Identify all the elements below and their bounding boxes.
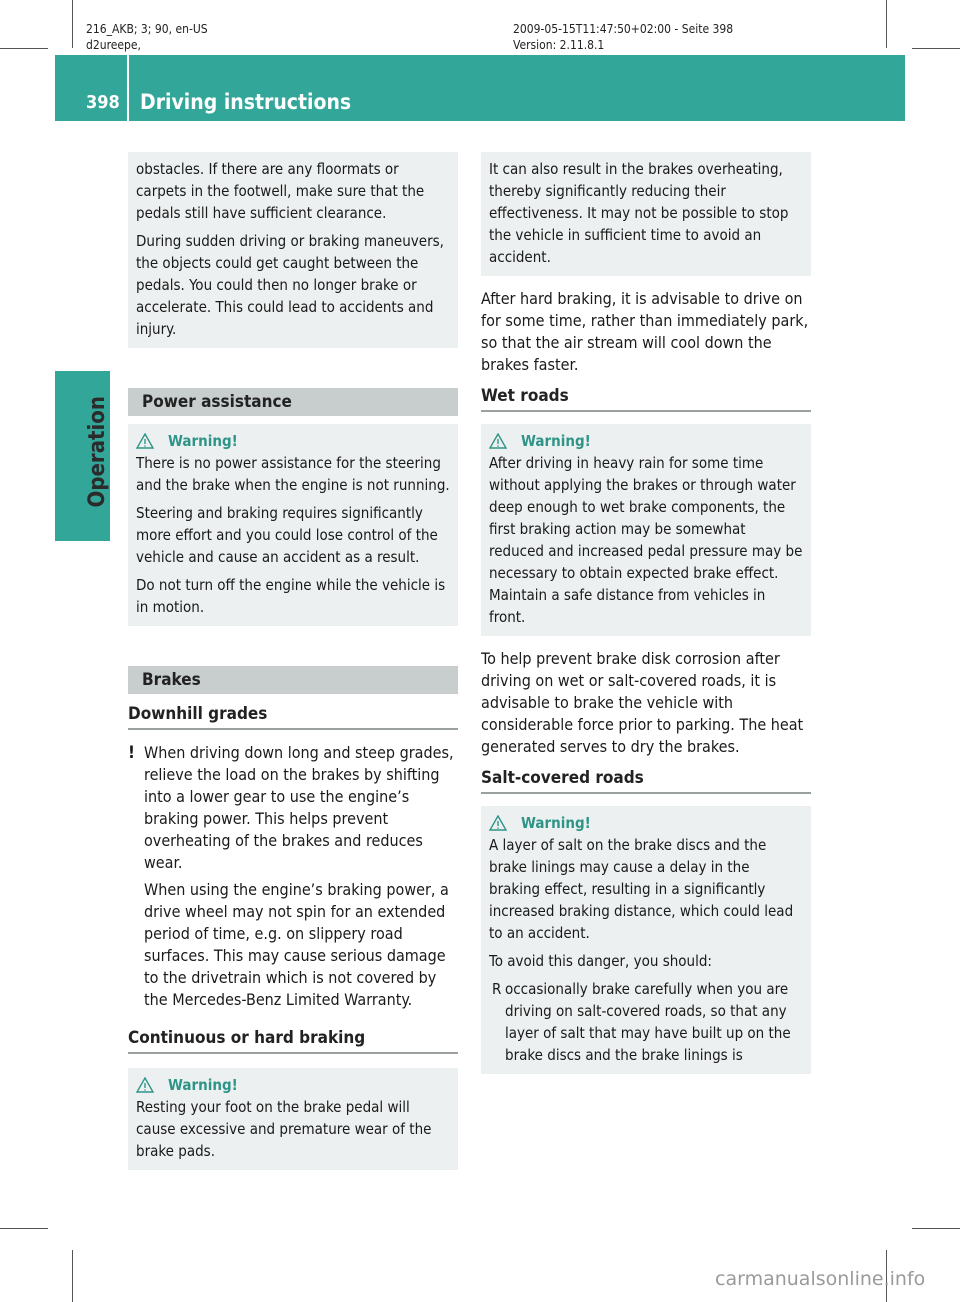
header-separator — [127, 55, 129, 121]
warning-box — [128, 424, 458, 626]
subheading-continuous-braking: Continuous or hard braking — [128, 1028, 458, 1054]
paragraph: When using the engine’s braking power, a drive wheel may not spin for an extended period of time, e.g. on slippery road surfaces. This may cause serious damage to the drivetrain which is not covered by the Mercedes-Benz Limited Warranty. — [144, 880, 449, 1009]
warning-title — [489, 430, 803, 452]
section-heading-power-assistance: Power assistance — [128, 388, 458, 416]
right-column — [481, 152, 811, 1074]
paragraph: When driving down long and steep grades, relieve the load on the brakes by shifting into a lower gear to use the engine’s braking power. This helps prevent overheating of the brakes and reduces wear. — [144, 743, 454, 872]
paragraph: After driving in heavy rain for some time without applying the brakes or through water deep enough to wet brake components, the first braking action may be somewhat reduced and increased pedal pressure may be necessary to obtain expected brake effect. Maintain a safe distance from vehicles in front. — [489, 454, 803, 626]
warning-box — [481, 424, 811, 636]
subheading-wet-roads: Wet roads — [481, 386, 811, 412]
notice-block — [128, 742, 458, 1011]
footer-watermark[interactable]: carmanualsonline.info — [715, 1268, 926, 1290]
paragraph: To avoid this danger, you should: — [489, 952, 712, 970]
warning-box — [481, 806, 811, 1074]
paragraph: It can also result in the brakes overheating, thereby significantly reducing their effectiveness. It may not be possible to stop the vehicle in sufficient time to avoid an accident. — [489, 160, 789, 266]
paragraph: After hard braking, it is advisable to drive on for some time, rather than immediately park, so that the air stream will cool down the brakes faster. — [481, 289, 809, 374]
warning-triangle-icon — [489, 815, 507, 831]
paragraph: To help prevent brake disk corrosion after driving on wet or salt-covered roads, it is advisable to brake the vehicle with considerable force prior to parking. The heat generated serves to dry the brakes. — [481, 649, 804, 756]
paragraph: obstacles. If there are any floormats or carpets in the footwell, make sure that the pedals still have sufficient clearance. — [136, 160, 425, 222]
list-item-text: occasionally brake carefully when you are driving on salt-covered roads, so that any layer of salt that may have built up on the brake discs and the brake linings is — [505, 980, 791, 1064]
page-number: 398 — [86, 92, 120, 113]
paragraph: Do not turn off the engine while the vehicle is in motion. — [136, 576, 446, 616]
note-box — [128, 152, 458, 348]
section-tab-label: Operation — [85, 396, 110, 508]
warning-continuation-box — [481, 152, 811, 276]
crop-mark — [72, 0, 73, 48]
crop-mark — [0, 48, 48, 49]
meta-line: 2009-05-15T11:47:50+02:00 - Seite 398 — [513, 22, 734, 36]
warning-label: Warning! — [168, 432, 238, 450]
warning-title — [489, 812, 803, 834]
notice-exclamation-icon: ! — [128, 743, 135, 763]
left-column — [128, 152, 458, 1170]
print-meta-left — [86, 21, 208, 53]
subheading-downhill-grades: Downhill grades — [128, 704, 458, 730]
warning-label: Warning! — [168, 1076, 238, 1094]
crop-mark — [912, 48, 960, 49]
warning-title — [136, 1074, 450, 1096]
warning-label: Warning! — [521, 432, 591, 450]
page-title: Driving instructions — [140, 90, 352, 114]
meta-line: d2ureepe, — [86, 38, 141, 52]
section-heading-brakes: Brakes — [128, 666, 458, 694]
warning-box — [128, 1068, 458, 1170]
meta-line: Version: 2.11.8.1 — [513, 38, 605, 52]
paragraph: A layer of salt on the brake discs and the brake linings may cause a delay in the braking effect, resulting in a significantly increased braking distance, which could lead to an accident. — [489, 836, 794, 942]
list-item — [489, 978, 803, 1066]
print-meta-right — [513, 21, 733, 53]
paragraph: Resting your foot on the brake pedal will cause excessive and premature wear of the brake pads. — [136, 1098, 432, 1160]
subheading-salt-covered-roads: Salt-covered roads — [481, 768, 811, 794]
paragraph: There is no power assistance for the steering and the brake when the engine is not running. — [136, 454, 450, 494]
paragraph: During sudden driving or braking maneuvers, the objects could get caught between the pedals. You could then no longer brake or accelerate. This could lead to accidents and injury. — [136, 232, 444, 338]
warning-triangle-icon — [136, 1077, 154, 1093]
warning-title — [136, 430, 450, 452]
crop-mark — [886, 0, 887, 48]
crop-mark — [912, 1228, 960, 1229]
warning-triangle-icon — [489, 433, 507, 449]
paragraph: Steering and braking requires significantly more effort and you could lose control of the vehicle and cause an accident as a result. — [136, 504, 438, 566]
warning-triangle-icon — [136, 433, 154, 449]
bullet-mark: R — [492, 980, 502, 998]
crop-mark — [72, 1250, 73, 1302]
warning-label: Warning! — [521, 814, 591, 832]
crop-mark — [0, 1228, 48, 1229]
meta-line: 216_AKB; 3; 90, en-US — [86, 22, 208, 36]
